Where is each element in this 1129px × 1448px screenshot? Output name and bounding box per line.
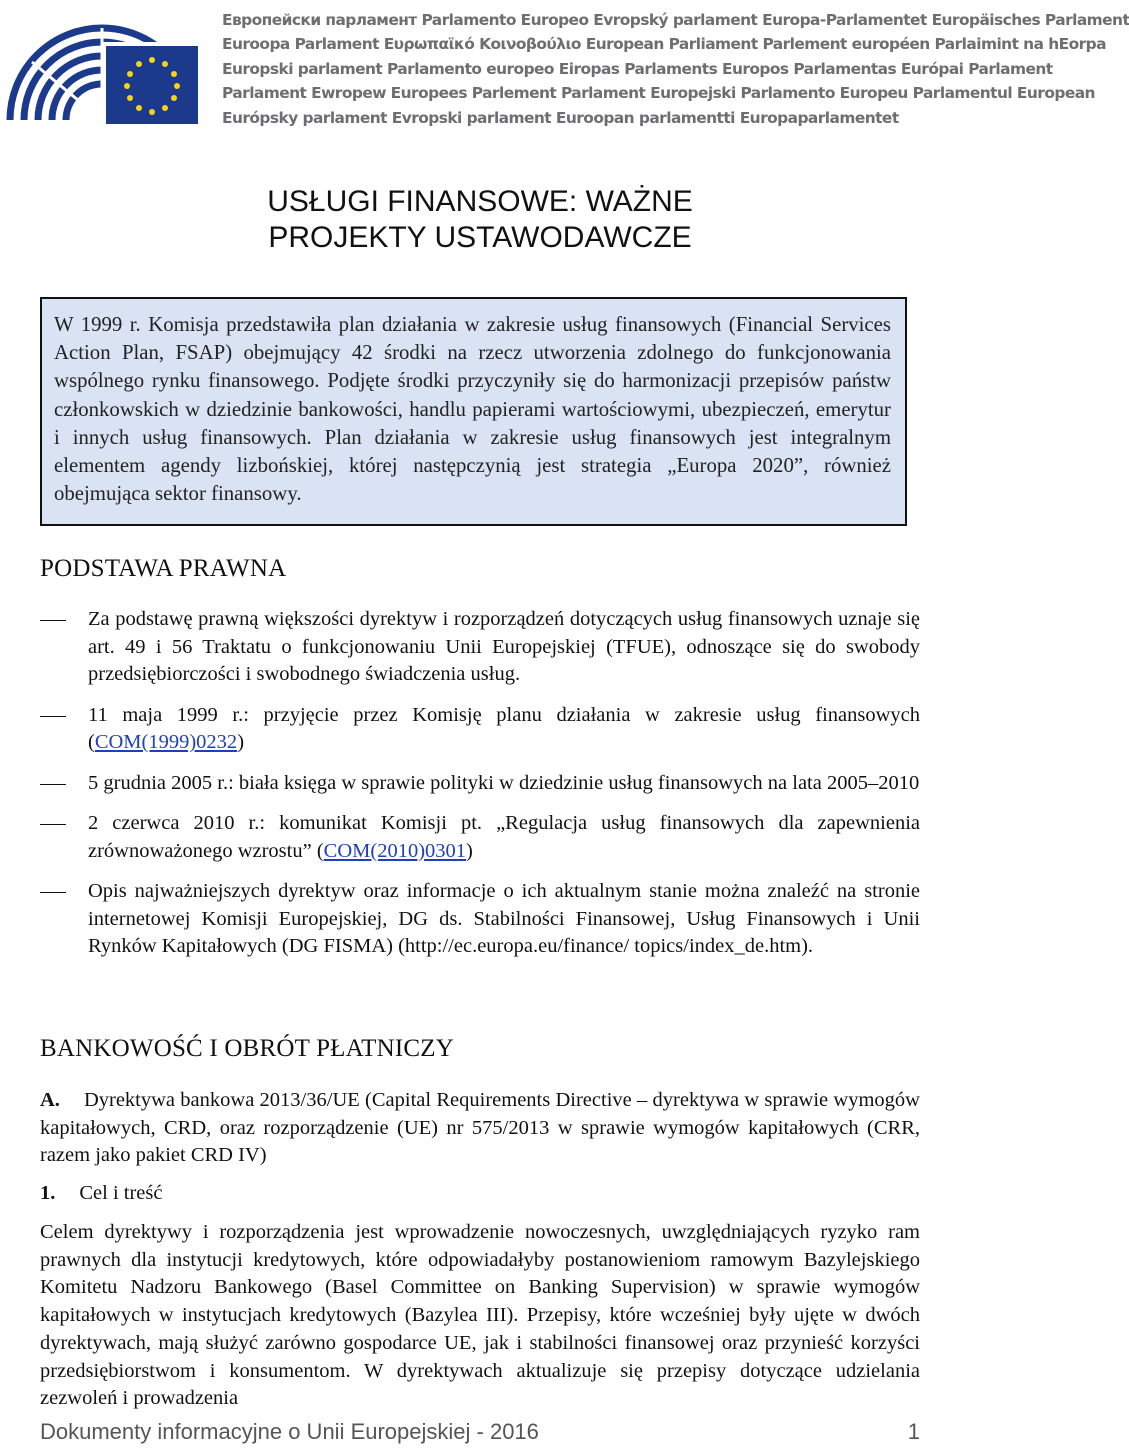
page-title [0,184,960,256]
european-parliament-hemicycle-logo-icon [2,2,202,126]
section-a-text: Dyrektywa bankowa 2013/36/UE (Capital Requirements Directive – dyrektywa w sprawie wymogów kapitałowych, CRD, oraz rozporządzenie (UE) nr 575/2013 w sprawie wymogów kapitałowych (CRR, razem jako pakiet CRD IV) [40,1089,920,1166]
list-item: 11 maja 1999 r.: przyjęcie przez Komisję planu działania w zakresie usług finansowych (COM(1999)0232) [40,702,920,757]
com-1999-0232-link[interactable]: COM(1999)0232 [94,731,238,753]
language-line: Euroopa Parlament Ευρωπαϊκό Κοινοβούλιο European Parliament Parlement européen Parlaimint na hEorpa [222,35,1106,54]
language-names [222,8,1129,130]
com-2010-0301-link[interactable]: COM(2010)0301 [323,839,467,862]
body-paragraph: Celem dyrektywy i rozporządzenia jest wprowadzenie nowoczesnych, uwzględniających ryzyko ram prawnych dla instytucji kredytowych, które odpowiadałyby postanowieniom ramowym Bazylejskiego Komitetu Nadzoru Bankowego (Basel Committee on Banking Supervision) w sprawie wymogów kapitałowych w instytucjach kredytowych (Bazylea III). Przepisy, które wcześniej były ujęte w dwóch dyrektywach, mają służyć zarówno gospodarce UE, jak i stabilności finansowej oraz przynieść korzyści przedsiębiorstwom i konsumentom. W dyrektywach aktualizuje się przepisy dotyczące udzielania zezwoleń i prowadzenia [40,1221,920,1410]
legal-basis-list [40,606,920,974]
dash-icon [40,716,66,717]
section-a [40,1087,920,1170]
section-a-label: A. [40,1089,60,1111]
list-item: Opis najważniejszych dyrektyw oraz informacje o ich aktualnym stanie można znaleźć na stronie internetowej Komisji Europejskiej, DG ds. Stabilności Finansowej, Usług Finansowych i Unii Rynków Kapitałowych (DG FISMA) (http://ec.europa.eu/finance/ topics/index_de.htm). [40,878,920,961]
language-line: Europski parlament Parlamento europeo Eiropas Parlaments Europos Parlamentas Európai Parlament [222,59,1053,78]
language-line: Parlament Ewropew Europees Parlement Parlament Europejski Parlamento Europeu Parlamentul European [222,84,1095,103]
dash-icon [40,620,66,621]
list-item: 2 czerwca 2010 r.: komunikat Komisji pt. „Regulacja usług finansowych dla zapewnienia zrównoważonego wzrostu” (COM(2010)0301) [40,810,920,865]
list-item: 5 grudnia 2005 r.: biała księga w sprawie polityki w dziedzinie usług finansowych na lata 2005–2010 [40,770,920,798]
subsection-number: 1. [40,1182,56,1204]
title-line-1: USŁUGI FINANSOWE: WAŻNE [267,185,693,218]
language-line: Европейски парламент Parlamento Europeo Evropský parlament Europa-Parlamentet Europäisches Parlament [222,11,1129,29]
subsection-title: Cel i treść [79,1182,163,1204]
dash-icon [40,892,66,893]
subsection-heading [40,1182,163,1205]
dash-icon [40,784,66,785]
legal-basis-heading: PODSTAWA PRAWNA [40,555,287,582]
footer [40,1419,920,1445]
list-item: Za podstawę prawną większości dyrektyw i rozporządzeń dotyczących usług finansowych uznaje się art. 49 i 56 Traktatu o funkcjonowaniu Unii Europejskiej (TFUE), odnoszące się do swobody przedsiębiorczości i swobodnego świadczenia usług. [40,606,920,689]
dash-icon [40,824,66,825]
footer-text: Dokumenty informacyjne o Unii Europejskiej - 2016 [40,1419,539,1444]
header [0,0,1129,130]
language-line: Európsky parlament Evropski parlament Euroopan parlamentti Europaparlamentet [222,108,899,127]
page-number: 1 [907,1419,920,1444]
banking-heading: BANKOWOŚĆ I OBRÓT PŁATNICZY [40,1035,454,1062]
title-line-2: PROJEKTY USTAWODAWCZE [268,221,692,254]
intro-box: W 1999 r. Komisja przedstawiła plan działania w zakresie usług finansowych (Financial Services Action Plan, FSAP) obejmujący 42 środki na rzecz utworzenia zdolnego do funkcjonowania wspólnego rynku finansowego. Podjęte środki przyczyniły się do harmonizacji przepisów państw członkowskich w dziedzinie bankowości, handlu papierami wartościowymi, ubezpieczeń, emerytur i innych usług finansowych. Plan działania w zakresie usług finansowych jest integralnym elementem agendy lizbońskiej, której następczynią jest strategia „Europa 2020”, również obejmująca sektor finansowy. [40,297,907,526]
